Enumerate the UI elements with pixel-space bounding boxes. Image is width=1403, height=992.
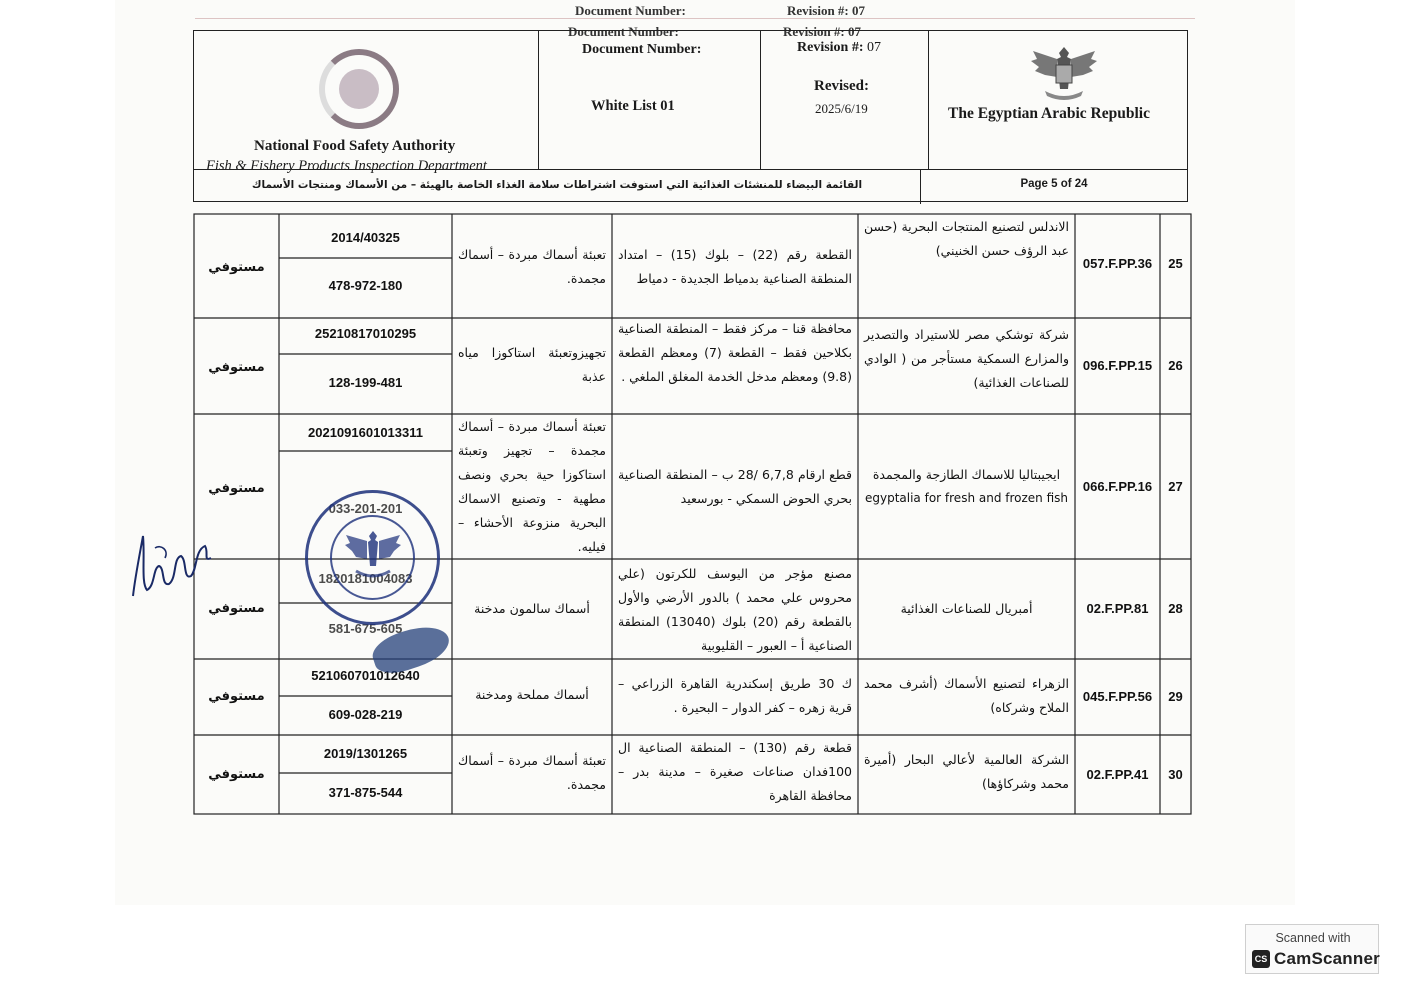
ghost-rev-label-2: Revision #: 07 bbox=[783, 24, 861, 39]
facility-address: مصنع مؤجر من اليوسف للكرتون (علي محروس علي محمد ) بالدور الأرضي والأول بالقطعة رقم (20) بلوك (13040) المنطقة الصناعية أ – العبور – القليوبية bbox=[618, 566, 852, 653]
facility-name: الزهراء لتصنيع الأسماك (أشرف محمد الملاح وشركاه) bbox=[864, 676, 1069, 715]
status: مستوفي bbox=[208, 360, 265, 375]
registration-number: 2021091601013311 bbox=[308, 425, 423, 440]
facility-code: 066.F.PP.16 bbox=[1082, 479, 1153, 494]
ghost-rev-label: Revision #: 07 bbox=[787, 3, 865, 18]
row-number: 29 bbox=[1168, 689, 1183, 704]
facility-name: أمبريال للصناعات الغذائية bbox=[900, 601, 1033, 616]
watermark-caption: Scanned with bbox=[1275, 931, 1351, 945]
tax-number: 128-199-481 bbox=[328, 375, 403, 390]
facility-code: 02.F.PP.81 bbox=[1086, 601, 1149, 616]
facility-activity: أسماك سالمون مدخنة bbox=[474, 601, 590, 616]
status: مستوفي bbox=[208, 689, 265, 704]
facility-address: قطعة رقم (130) – المنطقة الصناعية ال 100فدان صناعات صغيرة – مدينة بدر – محافظة القاهرة bbox=[618, 740, 852, 803]
country-name: The Egyptian Arabic Republic bbox=[948, 105, 1150, 122]
revised-date: 2025/6/19 bbox=[815, 101, 868, 116]
tax-number: 033-201-201 bbox=[328, 501, 403, 516]
doc-number-value: White List 01 bbox=[591, 98, 675, 114]
status: مستوفي bbox=[208, 481, 265, 496]
row-number: 27 bbox=[1168, 479, 1183, 494]
ghost-doc-label-2: Document Number: bbox=[568, 24, 679, 39]
egypt-eagle-emblem bbox=[1029, 41, 1099, 103]
revised-label: Revised: bbox=[814, 78, 869, 94]
document-header bbox=[193, 30, 1188, 202]
facility-code: 02.F.PP.41 bbox=[1086, 767, 1149, 782]
facility-address: ك 30 طريق إسكندرية القاهرة الزراعي – قرية زهره – كفر الدوار – البحيرة . bbox=[618, 676, 852, 715]
ghost-line bbox=[195, 18, 1195, 19]
facility-activity: تعبئة أسماك مبردة – أسماك مجمدة – تجهيز وتعبئة استاكوزا حية بحري ونصف مطهية - وتصنيع الاسماك البحرية منزوعة الأحشاء – فيليه. bbox=[458, 419, 606, 554]
authority-name: National Food Safety Authority bbox=[254, 138, 456, 154]
facility-activity: تعبئة أسماك مبردة – أسماك مجمدة. bbox=[458, 753, 606, 792]
registration-number: 521060701012640 bbox=[311, 668, 420, 683]
facility-activity: أسماك مملحة ومدخنة bbox=[475, 687, 589, 702]
facility-code: 057.F.PP.36 bbox=[1082, 256, 1153, 271]
handwritten-signature bbox=[125, 528, 215, 603]
country-cell bbox=[929, 31, 1187, 169]
status: مستوفي bbox=[208, 601, 265, 616]
status: مستوفي bbox=[208, 260, 265, 275]
facility-name: شركة توشكي مصر للاستيراد والتصدير والمزارع السمكية مستأجر من ( الوادي للصناعات الغذائية) bbox=[864, 327, 1069, 390]
ghost-doc-label: Document Number: bbox=[575, 3, 686, 18]
page-number: Page 5 of 24 bbox=[1020, 178, 1088, 190]
header-bottom-row bbox=[194, 169, 1187, 203]
department-name: Fish & Fishery Products Inspection Department bbox=[206, 158, 487, 174]
facility-address: محافظة قنا – مركز فقط – المنطقة الصناعية بكلاحين فقط – القطعة (7) ومعظم القطعة (9.8) ومعظم مدخل الخدمة المغلق الملغي . bbox=[618, 321, 852, 384]
revision-cell bbox=[761, 31, 929, 169]
facility-address: قطع ارقام 6,7,8 /28 ب – المنطقة الصناعية بحري الحوض السمكي - بورسعيد bbox=[618, 467, 852, 506]
row-number: 30 bbox=[1168, 767, 1183, 782]
registration-number: 25210817010295 bbox=[314, 326, 417, 341]
row-number: 28 bbox=[1168, 601, 1183, 616]
facility-code: 045.F.PP.56 bbox=[1082, 689, 1153, 704]
facility-activity: تجهيزوتعبئة استاكوزا مياه عذبة bbox=[458, 345, 606, 384]
tax-number: 609-028-219 bbox=[328, 707, 403, 722]
facility-address: القطعة رقم (22) – بلوك (15) – امتداد المنطقة الصناعية بدمياط الجديدة - دمياط bbox=[618, 247, 852, 286]
registration-number: 2019/1301265 bbox=[323, 746, 408, 761]
registration-number: 2014/40325 bbox=[331, 230, 400, 245]
facility-name-en: egyptalia for fresh and frozen fish bbox=[864, 491, 1069, 505]
authority-cell bbox=[194, 31, 539, 174]
doc-number-label: Document Number: bbox=[582, 42, 702, 57]
facility-name: ايجيبتاليا للاسماك الطازجة والمجمدة bbox=[872, 467, 1061, 482]
stamp-eagle-icon bbox=[342, 525, 404, 585]
status: مستوفي bbox=[208, 767, 265, 782]
tax-number: 478-972-180 bbox=[328, 278, 403, 293]
facility-activity: تعبئة أسماك مبردة – أسماك مجمدة. bbox=[458, 247, 606, 286]
row-number: 26 bbox=[1168, 358, 1183, 373]
facility-code: 096.F.PP.15 bbox=[1082, 358, 1153, 373]
registration-number: 1820181004083 bbox=[318, 571, 413, 586]
camscanner-watermark bbox=[1245, 924, 1379, 974]
doc-number-cell bbox=[539, 31, 761, 169]
facility-name: الاندلس لتصنيع المنتجات البحرية (حسن عبد الرؤف حسن الخنيني) bbox=[864, 219, 1069, 258]
revision-label: Revision #: bbox=[797, 40, 864, 55]
revision-value: 07 bbox=[867, 40, 881, 55]
watermark-brand: CamScanner bbox=[1274, 949, 1380, 968]
tax-number: 581-675-605 bbox=[328, 621, 403, 636]
revision-row bbox=[797, 40, 881, 56]
camscanner-logo-icon: CS bbox=[1252, 950, 1270, 968]
tax-number: 371-875-544 bbox=[328, 785, 403, 800]
facility-name: الشركة العالمية لأعالي البحار (أميرة محمد وشركاؤها) bbox=[864, 752, 1069, 791]
list-title: القائمة البيضاء للمنشئات الغذائية التي استوفت اشتراطات سلامة الغذاء الخاصة بالهيئة – من الأسماك ومنتجات الأسماك bbox=[194, 170, 921, 204]
row-number: 25 bbox=[1168, 256, 1183, 271]
nfsa-logo-center bbox=[339, 69, 379, 109]
